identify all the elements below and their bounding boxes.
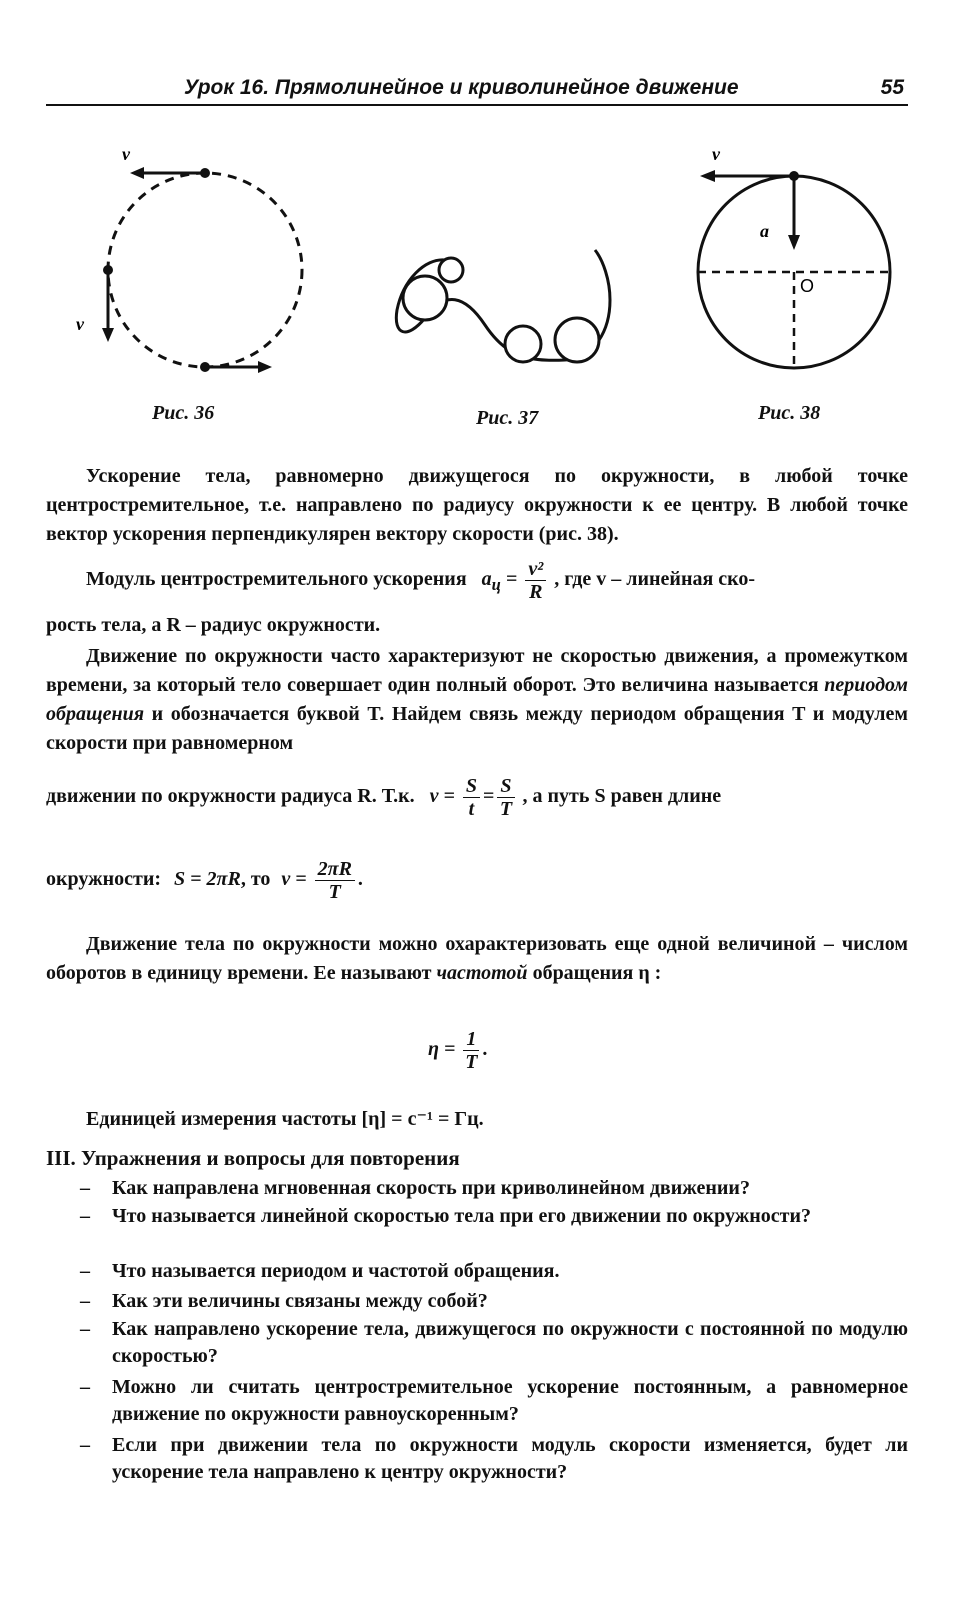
caption-fig37: Рис. 37	[476, 407, 539, 429]
ball-middle	[505, 326, 541, 362]
question-item	[80, 1258, 908, 1285]
question-item	[80, 1288, 908, 1315]
caption-fig36: Рис. 36	[152, 402, 215, 424]
ball-small	[439, 258, 463, 282]
velocity-label-left: v⃗	[76, 314, 98, 334]
question-text: Если при движении тела по окружности модуль скорости изменяется, будет ли ускорение тела направлено к центру окружности?	[112, 1434, 908, 1483]
paragraph-2-line-1: Модуль центростремительного ускорения $a_ц$ = $\frac{\text{v²}}{R}$ , где v – линейная ско-	[86, 558, 756, 603]
ball-large-left	[403, 276, 447, 320]
paragraph-3: Движение по окружности часто характеризуют не скоростью движения, а промежутком времени, за который тело совершает один полный оборот. Это величина называется периодом обращения и обозначается буквой T. Найдем связь между периодом обращения T и модулем скорости при равномерном	[46, 645, 909, 754]
page-header	[46, 70, 908, 106]
question-item	[80, 1316, 908, 1370]
question-item	[80, 1432, 908, 1486]
bullet-dash: –	[80, 1260, 90, 1282]
header-title: Урок 16. Прямолинейное и криволинейное движение	[184, 76, 739, 99]
figure-37	[385, 240, 625, 390]
formula-ac-fraction: $\frac{\text{v²}}{R}$	[525, 558, 546, 603]
paragraph-units: Единицей измерения частоты [η] = с⁻¹ = Гц.	[86, 1108, 484, 1130]
caption-fig38: Рис. 38	[758, 402, 821, 424]
question-item	[80, 1175, 908, 1202]
figure-36	[70, 140, 330, 400]
formula-frequency: η = $\frac{1}{T}$ .	[428, 1028, 488, 1073]
term-frequency: частотой	[436, 962, 528, 984]
velocity-label-top: v⃗	[122, 144, 144, 164]
p2-after: , где v – линейная ско-	[554, 568, 756, 591]
term-period: периодом обращения	[46, 674, 908, 725]
page-number: 55	[880, 76, 904, 99]
bullet-dash: –	[80, 1177, 90, 1199]
bullet-dash: –	[80, 1290, 90, 1312]
section-title: III. Упражнения и вопросы для повторения	[46, 1146, 460, 1170]
question-text: Можно ли считать центростремительное ускорение постоянным, а равномерное движение по окружности равноускоренным?	[112, 1376, 908, 1425]
paragraph-2-line-2: рость тела, а R – радиус окружности.	[46, 614, 381, 636]
paragraph-4: движении по окружности радиуса R. Т.к. v = $\frac{S}{t}$ = $\frac{S}{T}$ , а путь S равен длине	[46, 775, 722, 820]
paragraph-5: окружности: S = 2πR, то v = $\frac{2\pi R}{T}$ .	[46, 858, 363, 903]
question-text: Как направлена мгновенная скорость при криволинейном движении?	[112, 1177, 750, 1199]
question-text: Что называется периодом и частотой обращения.	[112, 1260, 560, 1282]
dashed-circle	[108, 173, 302, 367]
bullet-dash: –	[80, 1434, 90, 1456]
question-text: Что называется линейной скоростью тела при его движении по окружности?	[112, 1205, 811, 1227]
question-text: Как направлено ускорение тела, движущегося по окружности с постоянной по модулю скоростью?	[112, 1318, 908, 1367]
formula-2piR-over-T: $\frac{2\pi R}{T}$	[315, 858, 355, 903]
formula-s-over-T: $\frac{S}{T}$	[497, 775, 514, 820]
formula-a: a	[481, 568, 492, 591]
question-item	[80, 1203, 908, 1230]
ball-right	[555, 318, 599, 362]
bullet-dash: –	[80, 1376, 90, 1398]
figure-38	[690, 140, 920, 380]
bullet-dash: –	[80, 1318, 90, 1340]
acceleration-label: a⃗	[760, 221, 784, 241]
formula-s-over-t: $\frac{S}{t}$	[463, 775, 480, 820]
question-item	[80, 1374, 908, 1428]
paragraph-1: Ускорение тела, равномерно движущегося по окружности, в любой точке центростремительное, т.е. направлено по радиусу окружности к ее центру. В любой точке вектор ускорения перпендикулярен вектору скорости (рис. 38).	[46, 465, 908, 545]
paragraph-6: Движение тела по окружности можно охарактеризовать еще одной величиной – числом оборотов в единицу времени. Ее называют частотой обращения η :	[46, 933, 908, 984]
p2-text: Модуль центростремительного ускорения	[86, 568, 467, 591]
formula-a-sub: ц	[491, 575, 501, 595]
question-text: Как эти величины связаны между собой?	[112, 1290, 488, 1312]
velocity-label: v⃗	[712, 144, 734, 164]
bullet-dash: –	[80, 1205, 90, 1227]
center-label: O	[800, 276, 815, 296]
